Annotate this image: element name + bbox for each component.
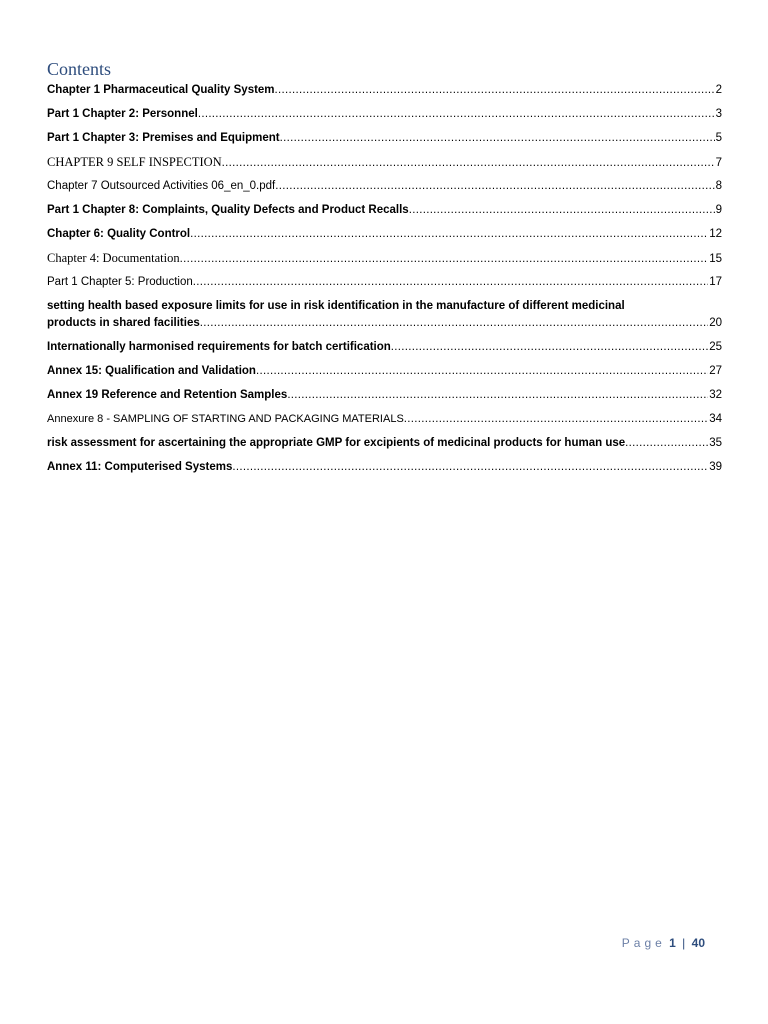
toc-entry-label[interactable]: products in shared facilities (47, 317, 200, 329)
toc-entry-page[interactable]: 7 (715, 157, 722, 169)
toc-entry-label[interactable]: Chapter 7 Outsourced Activities 06_en_0.pdf (47, 180, 276, 192)
toc-entry-page[interactable]: 2 (715, 84, 722, 96)
toc-entry-line2[interactable] (47, 315, 722, 332)
toc-title: Contents (47, 59, 112, 79)
toc-entry-label[interactable]: Part 1 Chapter 2: Personnel (47, 108, 198, 120)
toc-entry[interactable] (47, 250, 722, 268)
toc-entry-label[interactable]: Internationally harmonised requirements for batch certification (47, 341, 391, 353)
toc-entry-label[interactable]: Part 1 Chapter 3: Premises and Equipment (47, 132, 280, 144)
toc-entry[interactable] (47, 106, 722, 123)
toc-entry-page[interactable]: 34 (709, 413, 722, 425)
toc-entry[interactable] (47, 339, 722, 356)
toc-entry-page[interactable]: 5 (715, 132, 722, 144)
toc-entry-page[interactable]: 15 (709, 253, 722, 265)
toc-entry-page[interactable]: 35 (709, 437, 722, 449)
toc-entry-page[interactable]: 32 (709, 389, 722, 401)
toc-entry-label[interactable]: Part 1 Chapter 8: Complaints, Quality Defects and Product Recalls (47, 204, 409, 216)
toc-entry-label[interactable]: Part 1 Chapter 5: Production (47, 276, 193, 288)
dot-leader (391, 339, 708, 356)
dot-leader (625, 435, 708, 452)
toc-entry[interactable] (47, 274, 722, 291)
dot-leader (275, 178, 714, 195)
toc-entry-label-line1[interactable]: setting health based exposure limits for use in risk identification in the manufacture of different medicinal (47, 300, 625, 312)
footer-current-page: 1 (669, 936, 676, 950)
footer-total-pages: 40 (691, 936, 705, 950)
dot-leader (222, 155, 715, 172)
dot-leader (275, 82, 715, 99)
toc-entry-page[interactable]: 20 (709, 317, 722, 329)
dot-leader (232, 459, 708, 476)
toc-entry-page[interactable]: 39 (709, 461, 722, 473)
toc-entry-label[interactable]: risk assessment for ascertaining the appropriate GMP for excipients of medicinal products for human use (47, 437, 626, 449)
toc-entry[interactable] (47, 387, 722, 404)
toc-entry[interactable] (47, 82, 722, 99)
dot-leader (200, 315, 708, 332)
toc-entry-page[interactable]: 9 (715, 204, 722, 216)
toc-entry-page[interactable]: 25 (709, 341, 722, 353)
toc-entry[interactable] (47, 226, 722, 243)
toc-entry-label[interactable]: Annex 15: Qualification and Validation (47, 365, 256, 377)
toc-entry-page[interactable]: 17 (709, 276, 722, 288)
dot-leader (190, 226, 708, 243)
toc-entry[interactable] (47, 363, 722, 380)
toc-entry-page[interactable]: 27 (709, 365, 722, 377)
page-footer (622, 936, 705, 950)
dot-leader (193, 274, 708, 291)
dot-leader (409, 202, 715, 219)
toc-entry[interactable] (47, 459, 722, 476)
dot-leader (256, 363, 708, 380)
dot-leader (280, 130, 715, 147)
toc-entry-label[interactable]: Chapter 6: Quality Control (47, 228, 191, 240)
toc-entry[interactable] (47, 202, 722, 219)
toc-entry-page[interactable]: 3 (715, 108, 722, 120)
toc-entry[interactable] (47, 298, 722, 332)
toc-entry-label[interactable]: CHAPTER 9 SELF INSPECTION (47, 155, 222, 169)
toc-entry-page[interactable]: 12 (709, 228, 722, 240)
footer-separator: | (682, 936, 686, 950)
dot-leader (287, 387, 708, 404)
dot-leader (180, 251, 709, 268)
toc-entry[interactable] (47, 411, 722, 428)
toc-entry-label[interactable]: Chapter 1 Pharmaceutical Quality System (47, 84, 275, 96)
toc-entry[interactable] (47, 154, 722, 172)
toc-entry-label[interactable]: Annexure 8 - SAMPLING OF STARTING AND PACKAGING MATERIALS (47, 413, 404, 425)
footer-page-word: Page (621, 936, 666, 950)
toc-entry-label[interactable]: Annex 19 Reference and Retention Samples (47, 389, 288, 401)
toc-entry[interactable] (47, 178, 722, 195)
dot-leader (404, 411, 708, 428)
toc-entry-label[interactable]: Chapter 4: Documentation (47, 251, 180, 265)
toc-entry-page[interactable]: 8 (715, 180, 722, 192)
toc-entry[interactable] (47, 435, 722, 452)
toc-entry-label[interactable]: Annex 11: Computerised Systems (47, 461, 233, 473)
dot-leader (198, 106, 715, 123)
toc-entry[interactable] (47, 130, 722, 147)
